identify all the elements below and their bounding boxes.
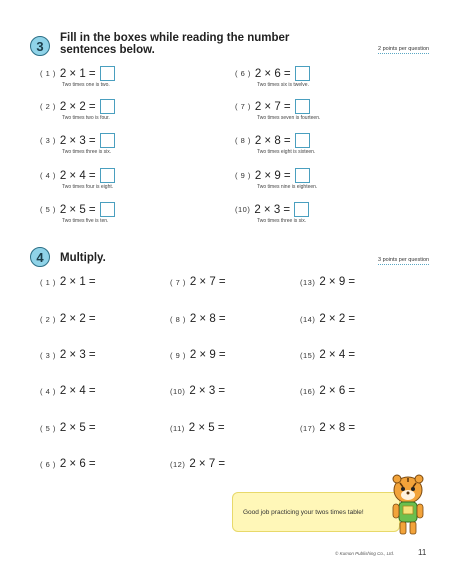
multiplication-problem: 2 × 5 = (188, 422, 225, 434)
multiply-item-12 (170, 458, 225, 470)
question-number: ( 1 ) (40, 277, 56, 287)
question-number: ( 8 ) (170, 314, 186, 324)
number-sentence: 2 × 2 = (59, 100, 96, 113)
question-number: ( 4 ) (40, 171, 56, 180)
multiplication-problem: 2 × 7 = (189, 458, 226, 470)
fill-item-3 (40, 133, 115, 155)
question-number: ( 4 ) (40, 386, 56, 396)
question-number: ( 3 ) (40, 350, 56, 360)
question-number: ( 5 ) (40, 205, 56, 214)
question-number: ( 1 ) (40, 69, 56, 78)
fill-item-1 (40, 66, 115, 88)
section-3-points: 2 points per question (378, 46, 430, 52)
fill-item-6 (235, 66, 310, 88)
tiger-mascot-icon (388, 474, 428, 536)
multiplication-problem: 2 × 6 = (319, 385, 356, 397)
multiplication-problem: 2 × 1 = (59, 276, 96, 288)
section-3-number-badge: 3 (30, 36, 50, 56)
reading-caption: Two times four is eight. (62, 184, 114, 190)
section-4-number-badge: 4 (30, 247, 50, 267)
question-number: ( 2 ) (40, 314, 56, 324)
reading-caption: Two times one is two. (62, 82, 110, 88)
number-sentence: 2 × 8 = (254, 134, 291, 147)
question-number: ( 7 ) (235, 102, 251, 111)
question-number: ( 2 ) (40, 102, 56, 111)
multiplication-problem: 2 × 7 = (189, 276, 226, 288)
question-number: ( 9 ) (235, 171, 251, 180)
fill-item-7 (235, 99, 320, 121)
multiplication-problem: 2 × 2 = (59, 313, 96, 325)
multiply-item-7 (170, 276, 226, 288)
multiply-item-9 (170, 349, 226, 361)
question-number: (11) (170, 423, 185, 433)
reading-caption: Two times eight is sixteen. (257, 149, 316, 155)
fill-item-8 (235, 133, 315, 155)
reading-caption: Two times six is twelve. (257, 82, 309, 88)
multiplication-problem: 2 × 9 = (189, 349, 226, 361)
multiply-item-11 (170, 422, 225, 434)
answer-box[interactable] (295, 99, 310, 114)
fill-item-2 (40, 99, 115, 121)
multiplication-problem: 2 × 6 = (59, 458, 96, 470)
question-number: ( 7 ) (170, 277, 186, 287)
question-number: (10) (235, 205, 251, 214)
reading-caption: Two times nine is eighteen. (257, 184, 318, 190)
multiply-item-17 (300, 422, 355, 434)
reading-caption: Two times three is six. (62, 149, 112, 155)
question-number: (17) (300, 423, 316, 433)
number-sentence: 2 × 1 = (59, 67, 96, 80)
number-sentence: 2 × 7 = (254, 100, 291, 113)
multiplication-problem: 2 × 3 = (189, 385, 226, 397)
question-number: ( 3 ) (40, 136, 56, 145)
multiplication-problem: 2 × 9 = (319, 276, 356, 288)
multiply-item-1 (40, 276, 96, 288)
question-number: (10) (170, 386, 186, 396)
reading-caption: Two times seven is fourteen. (257, 115, 321, 121)
multiply-item-8 (170, 313, 226, 325)
question-number: (13) (300, 277, 316, 287)
answer-box[interactable] (100, 133, 115, 148)
multiply-item-14 (300, 313, 355, 325)
copyright-notice: © Kumon Publishing Co., Ltd. (335, 551, 395, 556)
fill-item-10 (235, 202, 309, 224)
fill-item-5 (40, 202, 115, 224)
fill-item-4 (40, 168, 115, 190)
multiplication-problem: 2 × 4 = (319, 349, 356, 361)
fill-item-9 (235, 168, 317, 190)
question-number: ( 5 ) (40, 423, 56, 433)
multiply-item-5 (40, 422, 96, 434)
question-number: (16) (300, 386, 316, 396)
number-sentence: 2 × 3 = (59, 134, 96, 147)
multiplication-problem: 2 × 5 = (59, 422, 96, 434)
answer-box[interactable] (294, 202, 309, 217)
reading-caption: Two times two is four. (62, 115, 110, 121)
encouragement-text: Good job practicing your twos times table! (243, 508, 364, 516)
multiplication-problem: 2 × 8 = (189, 313, 226, 325)
answer-box[interactable] (100, 99, 115, 114)
answer-box[interactable] (295, 66, 310, 81)
page-number: 11 (418, 548, 427, 557)
multiplication-problem: 2 × 8 = (319, 422, 356, 434)
multiplication-problem: 2 × 2 = (319, 313, 356, 325)
answer-box[interactable] (100, 168, 115, 183)
question-number: ( 8 ) (235, 136, 251, 145)
number-sentence: 2 × 5 = (59, 203, 96, 216)
multiply-item-4 (40, 385, 96, 397)
answer-box[interactable] (295, 133, 310, 148)
number-sentence: 2 × 3 = (254, 203, 291, 216)
section-3-title-line2: sentences below. (60, 44, 155, 56)
multiply-item-10 (170, 385, 225, 397)
section-4-points: 3 points per question (378, 257, 430, 263)
multiply-item-16 (300, 385, 355, 397)
multiply-item-15 (300, 349, 355, 361)
multiplication-problem: 2 × 3 = (59, 349, 96, 361)
encouragement-bubble (232, 492, 400, 532)
answer-box[interactable] (100, 66, 115, 81)
multiplication-problem: 2 × 4 = (59, 385, 96, 397)
multiply-item-3 (40, 349, 96, 361)
question-number: (15) (300, 350, 316, 360)
question-number: (12) (170, 459, 186, 469)
answer-box[interactable] (295, 168, 310, 183)
reading-caption: Two times three is six. (257, 218, 307, 224)
question-number: ( 6 ) (40, 459, 56, 469)
number-sentence: 2 × 4 = (59, 169, 96, 182)
multiply-item-2 (40, 313, 96, 325)
question-number: (14) (300, 314, 316, 324)
answer-box[interactable] (100, 202, 115, 217)
section-3-title-line1: Fill in the boxes while reading the number (60, 32, 290, 44)
number-sentence: 2 × 6 = (254, 67, 291, 80)
multiply-item-6 (40, 458, 96, 470)
number-sentence: 2 × 9 = (254, 169, 291, 182)
section-4-title: Multiply. (60, 252, 106, 264)
reading-caption: Two times five is ten. (62, 218, 109, 224)
multiply-item-13 (300, 276, 355, 288)
question-number: ( 6 ) (235, 69, 251, 78)
question-number: ( 9 ) (170, 350, 186, 360)
